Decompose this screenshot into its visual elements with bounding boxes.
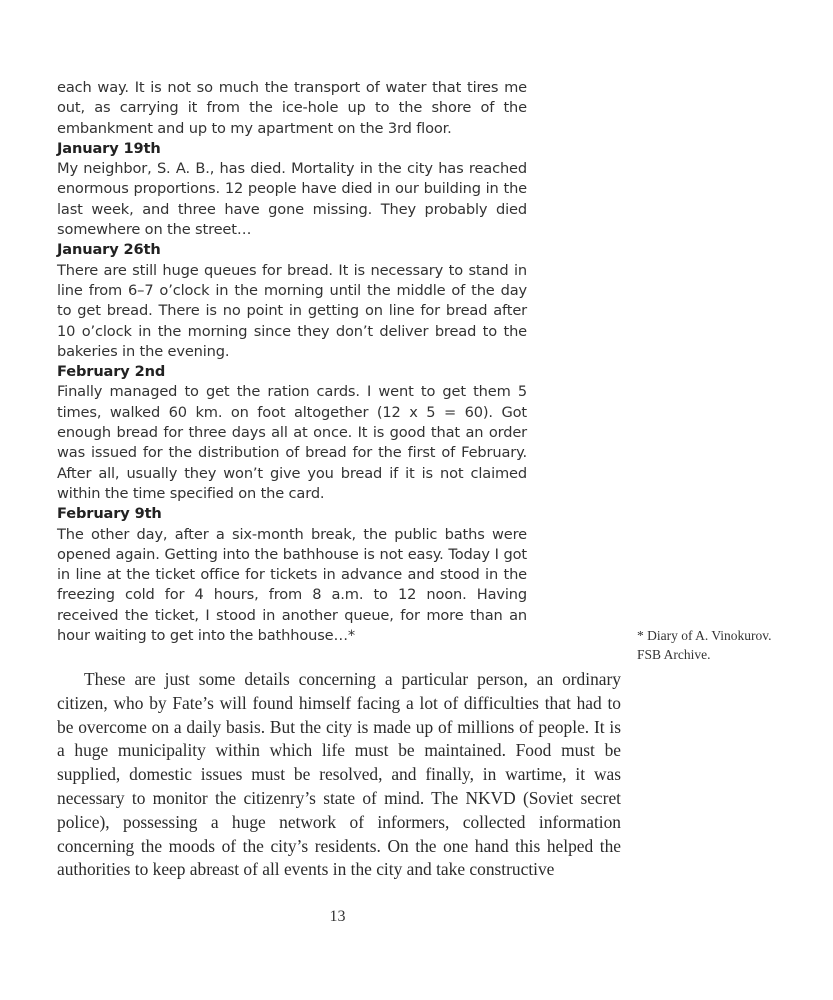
diary-entry-text: The other day, after a six-month break, the public baths were opened again. Getting into the bathhouse is not easy. Today I got in line at the ticket office for tickets in advance and stood in the freezing cold for 4 hours, from 8 a.m. to 12 noon. Having received the ticket, I stood in another queue, for more than an hour waiting to get into the bathhouse…*: [57, 525, 527, 645]
diary-entry-text: There are still huge queues for bread. It is necessary to stand in line from 6–7 o’clock in the morning until the middle of the day to get bread. There is no point in getting on line for bread after 10 o’clock in the morning since they don’t deliver bread to the bakeries in the evening.: [57, 261, 527, 360]
diary-entry-date: February 2nd: [57, 363, 166, 381]
diary-opening-text: each way. It is not so much the transport of water that tires me out, as carrying it from the ice-hole up to the shore of the embankment and up to my apartment on the 3rd floor.: [57, 79, 527, 137]
footnote-archive: FSB Archive.: [637, 647, 711, 662]
diary-entry-jan-19: [57, 139, 527, 240]
margin-footnote: [637, 626, 827, 664]
diary-excerpt: [57, 78, 527, 646]
diary-entry-feb-2: [57, 362, 527, 504]
diary-entry-date: January 26th: [57, 241, 161, 259]
diary-entry-jan-26: [57, 240, 527, 362]
diary-entry-text: Finally managed to get the ration cards. I went to get them 5 times, walked 60 km. on foot altogether (12 x 5 = 60). Got enough bread for three days all at once. It is good that an order was issued for the distribution of bread for the first of February. After all, usually they won’t give you bread if it is not claimed within the time specified on the card.: [57, 383, 527, 502]
diary-entry-text: My neighbor, S. A. B., has died. Mortality in the city has reached enormous proportions. 12 people have died in our building in the last week, and three have gone missing. They probably died somewhere on the street…: [57, 160, 527, 239]
diary-entry-date: January 19th: [57, 139, 161, 157]
diary-entry-date: February 9th: [57, 505, 162, 523]
body-paragraph: These are just some details concerning a particular person, an ordinary citizen, who by Fate’s will found himself facing a lot of difficulties that had to be overcome on a daily basis. But the city is made up of millions of people. It is a huge municipality within which life must be maintained. Food must be supplied, domestic issues must be resolved, and finally, in wartime, it was necessary to monitor the citizenry’s state of mind. The NKVD (Soviet secret police), possessing a huge network of informers, collected information concerning the moods of the city’s residents. On the one hand this helped the authorities to keep abreast of all events in the city and take constructive: [57, 669, 621, 880]
page-number: 13: [329, 908, 346, 925]
footnote-source: * Diary of A. Vinokurov.: [637, 628, 772, 643]
diary-entry-feb-9: [57, 504, 527, 646]
